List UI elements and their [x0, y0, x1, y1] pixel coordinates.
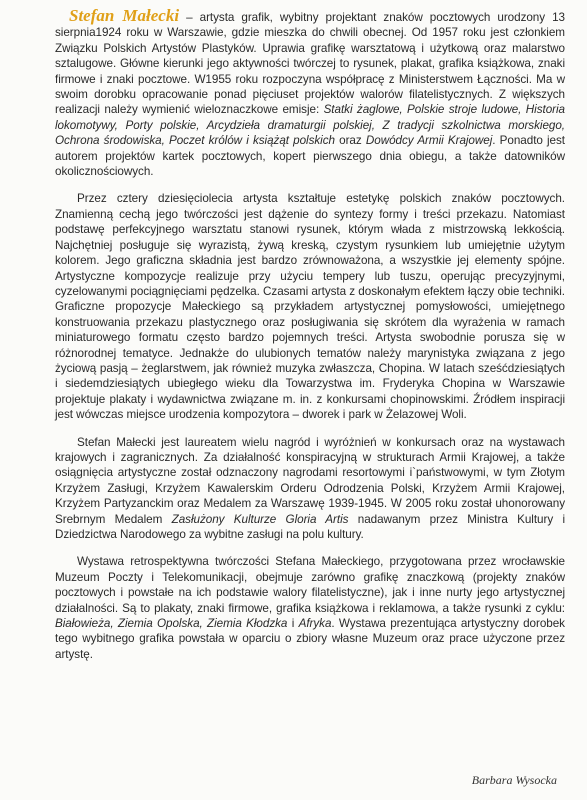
bio-italic-last: Dowódcy Armii Krajowej [365, 134, 493, 148]
paragraph-awards [55, 435, 565, 543]
bio-text-1: – artysta grafik, wybitny projektant znaków pocztowych urodzony 13 sierpnia1924 roku w Warszawie, gdzie mieszka do chwili obecnej. Od 1957 roku jest członkiem Związku Polskich Artystów Plastyków. Uprawia grafikę warsztatową i użytkową oraz malarstwo sztalugowe. Główne kierunki jego aktywności twórczej to rysunek, plakat, grafika książkowa, znaki firmowe i znaki pocztowe. W1955 roku rozpoczyna współpracę z Ministerstwem Łączności. Ma w swoim dorobku opracowanie ponad pięciuset projektów walorów filatelistycznych. Z większych realizacji należy wymienić wieloznaczkowe emisje: [55, 11, 565, 117]
paragraph-exhibition [55, 554, 565, 662]
bio-text-3: . Ponadto jest autorem projektów kartek pocztowych, kopert pierwszego dnia obiegu, a także datowników okolicznościowych. [55, 134, 566, 179]
exhibition-text-2: i [287, 617, 299, 631]
exhibition-text-3: . Wystawa prezentująca artystyczny dorobek tego wybitnego grafika powstała w oparciu o zbiory własne Muzeum oraz prace użyczone przez artystę. [55, 617, 565, 661]
exhibition-italic-1: Białowieża, Ziemia Opolska, Ziemia Kłodzka [55, 617, 288, 631]
awards-text-2: nadawanym przez Ministra Kultury i Dziedzictwa Narodowego za wybitne zasługi na polu kultury. [55, 512, 566, 541]
exhibition-italic-2: Afryka [298, 617, 332, 631]
awards-text-1: Stefan Małecki jest laureatem wielu nagród i wyróżnień w konkursach oraz na wystawach krajowych i zagranicznych. Za działalność konspiracyjną w strukturach Armii Krajowej, a także osiągnięcia artystyczne został odznaczony nagrodami resortowymi i`państwowymi, w tym Złotym Krzyżem Zasługi, Krzyżem Kawalerskim Orderu Odrodzenia Polski, Krzyżem Armii Krajowej, Krzyżem Partyzanckim oraz Medalem za Warszawę 1939-1945. W 2005 roku został uhonorowany Srebrnym Medalem [55, 435, 565, 526]
artist-name: Stefan Małecki [69, 6, 180, 25]
exhibition-text-1: Wystawa retrospektywna twórczości Stefana Małeckiego, przygotowana przez wrocławskie Muzeum Poczty i Telekomunikacji, obejmuje zarówno grafikę znaczkową (projekty znaków pocztowych i powstałe na ich podstawie walory filatelistyczne), jak i inne nurty jego artystycznej działalności. Są to plakaty, znaki firmowe, grafika książkowa i reklamowa, a także rysunki z cyklu: [55, 555, 565, 615]
awards-italic: Zasłużony Kulturze Gloria Artis [171, 512, 349, 526]
author-signature: Barbara Wysocka [471, 773, 557, 787]
paragraph-style: Przez cztery dziesięciolecia artysta kształtuje estetykę polskich znaków pocztowych. Znamienną cechą jego twórczości jest dążenie do syntezy formy i treści przekazu. Natomiast podstawę perfekcyjnego warsztatu stanowi rysunek, którym włada z mistrzowską lekkością. Najchętniej posługuje się wyrazistą, żywą kreską, czystym rysunkiem lub umiejętnie użytym kolorem. Jego graficzna składnia jest bardzo zrównoważona, a wszystkie jej elementy spójne. Artystyczne kompozycje realizuje przy użyciu tempery lub tuszu, operując precyzyjnymi, cyzelowanymi pociągnięciami pędzelka. Czasami artysta z doskonałym efektem łączy obie techniki. Graficzne propozycje Małeckiego są przykładem artystycznej pomysłowości, umiejętnego konstruowania przekazu plastycznego oraz posługiwania się skrótem dla wyrażenia w ramach miniaturowego formatu często bardzo pojemnych treści. Artysta swobodnie porusza się w różnorodnej tematyce. Jednakże do ulubionych tematów należy marynistyka związana z jego życiową pasją – żeglarstwem, jak również muzyka zwłaszcza, Chopina. W latach sześćdziesiątych i siedemdziesiątych ubiegłego wieku dla Towarzystwa im. Fryderyka Chopina w Warszawie projektuje plakaty i wydawnictwa związane m. in. z konkursami chopinowskimi. Źródłem inspiracji jest wówczas miejsce urodzenia kompozytora – dworek i park w Żelazowej Woli. [55, 192, 565, 422]
paragraph-biography [55, 8, 565, 179]
bio-italic-emissions: Statki żaglowe, Polskie stroje ludowe, Historia lokomotywy, Porty polskie, Arcydzieła dramaturgii polskiej, Z tradycji szkolnictwa morskiego, Ochrona środowiska, Poczet królów i książąt polskich [55, 103, 566, 148]
bio-text-2: oraz [334, 134, 366, 148]
